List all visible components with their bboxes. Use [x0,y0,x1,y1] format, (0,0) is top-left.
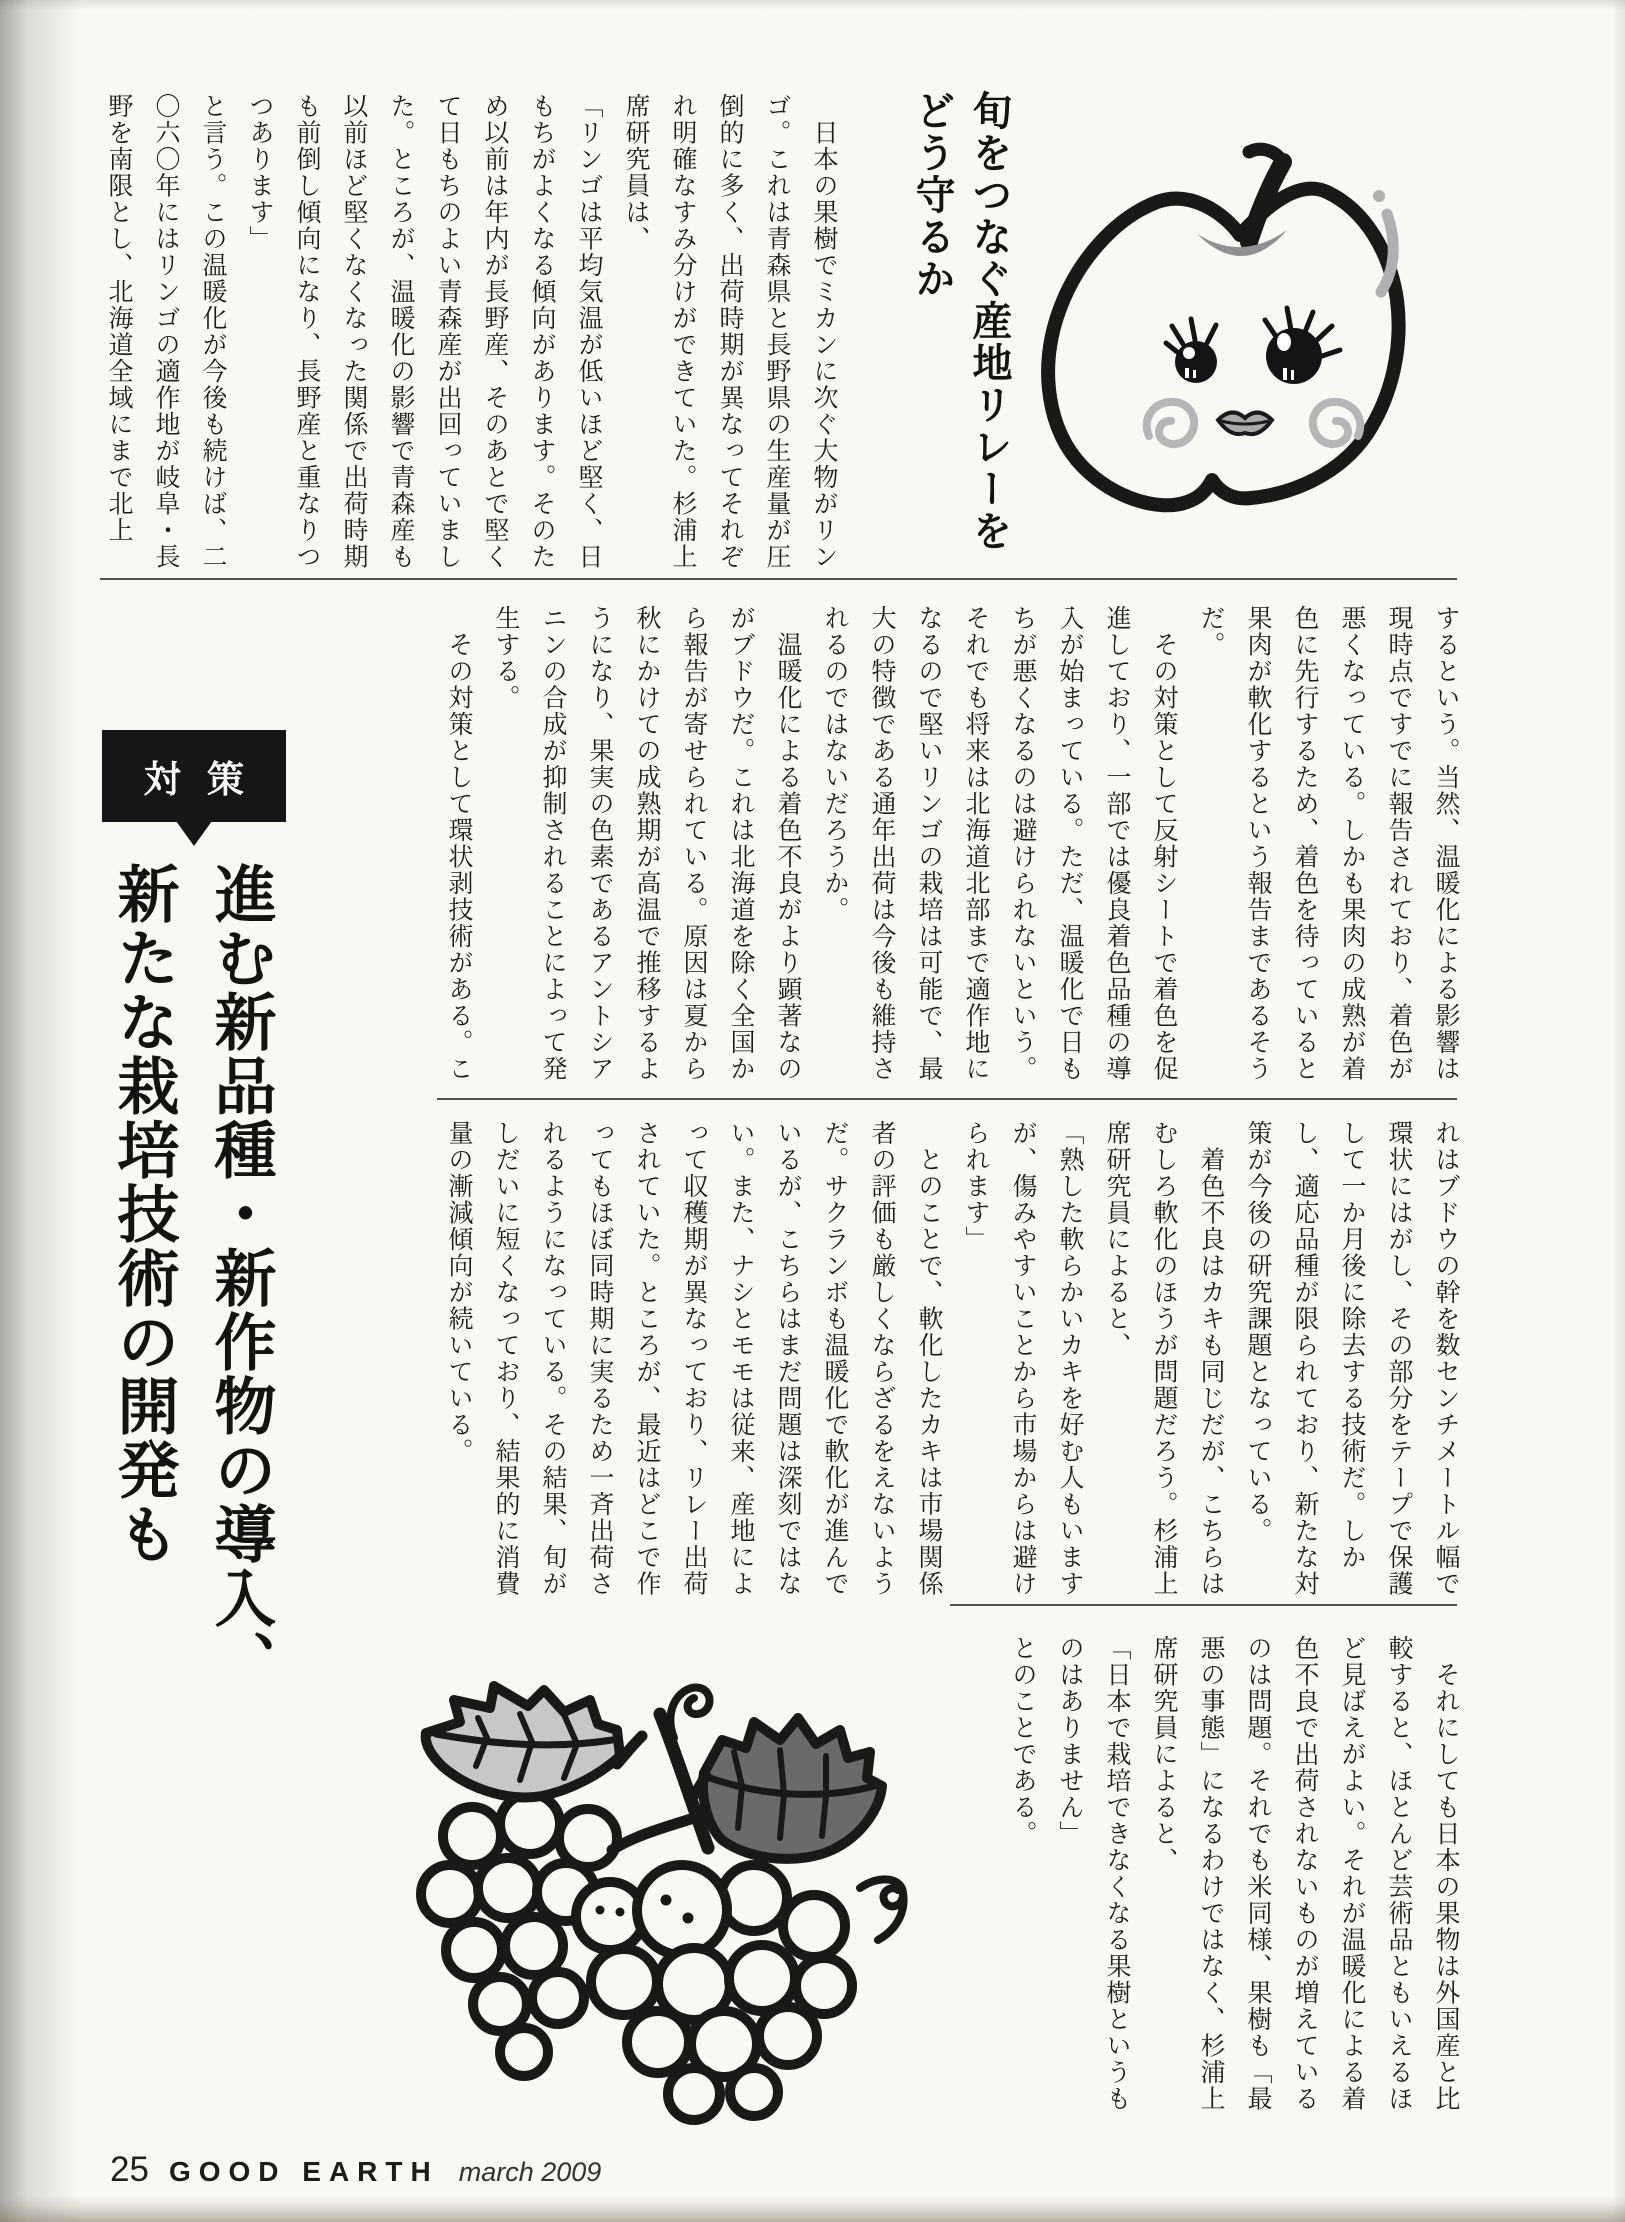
article-band-3 [427,1120,1469,1600]
issue-date: march 2009 [458,2157,602,2187]
headline-line-2: 新たな栽培技術の開発も [108,862,176,1566]
apple-outline [1048,189,1398,506]
scan-shadow-top [0,0,1625,10]
apple-lips [1218,412,1272,434]
article-band-1 [95,93,847,573]
section-divider-rule [100,578,1457,580]
kicker-line-2: どう守るか [910,90,954,300]
kicker-heading [897,90,1017,570]
kicker-line-1: 旬をつなぐ産地リレーを [967,90,1011,552]
paragraph: 着色不良はカキも同じだが、こちらはむしろ軟化のほうが問題だろう。杉浦上席研究員によると、 [1103,1120,1225,1597]
scan-shadow-bottom [0,2196,1625,2222]
article-headline [95,862,287,1722]
paragraph: と言う。この温暖化が今後も続けば、二〇六〇年にはリンゴの適作地が岐阜・長野を南限とし、北海道全域にまで北上 [105,93,227,570]
paragraph: 「日本で栽培できなくなる果樹というものはありません」 [1056,1635,1131,2112]
paragraph: 「リンゴは平均気温が低いほど堅く、日もちがよくなる傾向があります。そのため以前は年内が長野産、そのあとで堅くて日もちのよい青森産が出回っていました。ところが、温暖化の影響で青森産も以前ほど堅くなくなった関係で出荷時期も前倒し傾向になり、長野産と重なりつつあります」 [246,93,603,570]
paragraph: その対策として反射シートで着色を促進しており、一部では優良着色品種の導入が始まっている。ただ、温暖化で日もちが悪くなるのは避けられないという。それでも将来は北海道北部まで適作地になるので堅いリンゴの栽培は可能で、最大の特徴である通年出荷は今後も維持されるのではないだろうか。 [821,605,1178,1082]
section-divider-rule [437,1098,1457,1100]
paragraph: とのことで、軟化したカキは市場関係者の評価も厳しくならざるをえないようだ。サクランボも温暖化で軟化が進んでいるが、こちらはまだ問題は深刻ではない。また、ナシとモモは従来、産地によって収穫期が異なっており、リレー出荷されていた。ところが、最近はどこで作ってもほぼ同時期に実るため一斉出荷されるようになっている。その結果、旬がしだいに短くなっており、結果的に消費量の漸減傾向が続いている。 [445,1120,943,1597]
paragraph: 温暖化による着色不良がより顕著なのがブドウだ。これは北海道を除く全国から報告が寄せられている。原因は夏から秋にかけての成熟期が高温で推移するようになり、果実の色素であるアントシアニンの合成が抑制されることによって発生する。 [492,605,802,1082]
countermeasure-label-box [102,730,286,822]
apple-character-illustration [1035,112,1407,514]
grapes-illustration [412,1678,917,2126]
paragraph: れはブドウの幹を数センチメートル幅で環状にはがし、その部分をテープで保護して一か月後に除去する技術だ。しかし、適応品種が限られており、新たな対策が今後の研究課題となっている。 [1244,1120,1460,1597]
apple-highlight-dot [1373,190,1385,202]
grape-leaf-light [426,1686,620,1797]
page-number: 25 [110,2150,149,2189]
grape-bunch-right [576,1865,852,2120]
page-footer [110,2150,601,2190]
paragraph: 「熟した軟らかいカキを好む人もいますが、傷みやすいことから市場からは避けられます」 [962,1120,1084,1597]
magazine-name: GOOD EARTH [168,2156,439,2187]
paragraph: 日本の果樹でミカンに次ぐ大物がリンゴ。これは青森県と長野県の生産量が圧倒的に多く、出荷時期が異なってそれぞれ明確なすみ分けができていた。杉浦上席研究員は、 [622,93,838,570]
paragraph: それにしても日本の果物は外国産と比較すると、ほとんど芸術品ともいえるほど見ばえがよい。それが温暖化による着色不良で出荷されないものが増えているのは問題。それでも米同様、果樹も「最悪の事態」になるわけではなく、杉浦上席研究員によると、 [1150,1635,1460,2112]
apple-eyes [1166,308,1340,384]
article-band-2 [427,605,1469,1085]
section-divider-rule [950,1604,1457,1606]
label-box-tail [176,821,212,846]
headline-line-1: 進む新品種・新作物の導入、 [205,862,273,1694]
paragraph: するという。当然、温暖化による影響は現時点ですでに報告されており、着色が悪くなっている。しかも果肉の成熟が着色に先行するため、着色を待っていると果肉が軟化するという報告まであるそうだ。 [1197,605,1460,1082]
countermeasure-label: 対策 [144,759,270,800]
grape-leaf-dark [703,1718,882,1859]
scan-shadow-right [1611,0,1625,2222]
apple-stem-tip [1249,149,1283,162]
article-band-4 [987,1635,1469,2115]
paragraph: とのことである。 [1009,1635,1037,1847]
grape-stem [612,1714,708,1850]
scan-shadow-left [0,0,82,2222]
paragraph: その対策として環状剥技術がある。こ [445,605,473,1082]
